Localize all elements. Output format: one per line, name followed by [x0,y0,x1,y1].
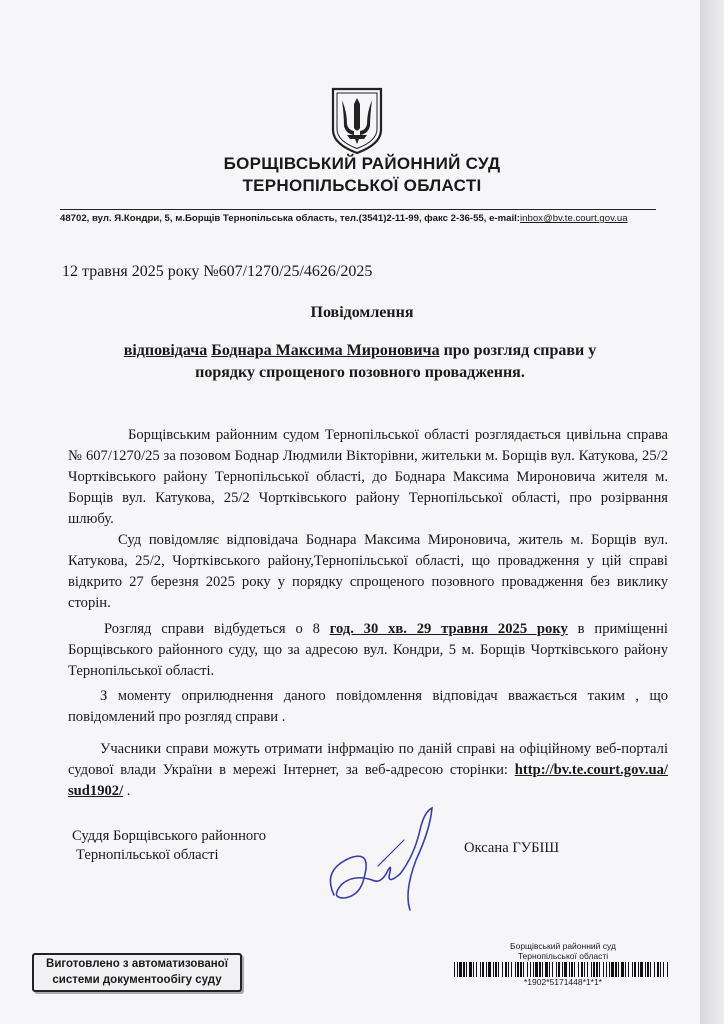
paragraph-case-info [68,425,668,530]
paragraph-hearing [68,619,668,682]
document-title: Повідомлення [310,304,414,321]
page-edge [700,0,724,1024]
judge-title-line2: Тернопільської області [76,847,219,863]
hearing-datetime: год. 30 хв. 29 травня 2025 року [329,621,568,637]
subject-prefix: відповідача [123,342,208,359]
paragraph-2-text: Суд повідомляє відповідача Боднара Максима Мироновича, житель м. Борщів вул. Катукова, 25/2, Чортківського району,Тернопільської області, що провадження у цій справі відкрито 27 березня 2025 року у порядку спрощеного позовного провадження без виклику сторін. [68,532,668,611]
header-divider [60,209,656,210]
barcode-number: *1902*5171448*1*1* [524,977,602,987]
court-email: inbox@bv.te.court.gov.ua [520,213,628,224]
judge-name: Оксана ГУБІШ [464,840,560,856]
handwritten-signature-icon [320,800,450,920]
paragraph-web-portal [68,739,668,802]
court-name-line2: ТЕРНОПІЛЬСЬКОЇ ОБЛАСТІ [242,176,482,195]
court-address [60,213,628,224]
defendant-name: Боднара Максима Мироновича [211,342,440,359]
subject-rest: про розгляд справи у порядку спрощеного позовного провадження. [195,342,597,381]
court-web-link[interactable]: http://bv.te.court.gov.ua/ sud1902/ [68,762,668,799]
paragraph-4-text: З моменту оприлюднення даного повідомлення відповідач вважається таким , що повідомлений про розгляд справи . [68,688,668,725]
barcode-caption-line1: Борщівський районний суд [510,941,616,951]
judge-title-line1: Суддя Борщівського районного [72,828,267,844]
court-name-line1: БОРЩІВСЬКИЙ РАЙОННИЙ СУД [223,154,501,173]
paragraph-5-before: Учасники справи можуть отримати інфрмацію по даній справі на офіційному веб-порталі судової влади України в мережі Інтернет, за веб-адресою сторінки: [68,741,668,778]
address-text: 48702, вул. Я.Кондри, 5, м.Борщів Тернопільська область, тел.(3541)2-11-99, факс 2-36-55, e-mail: [60,213,521,224]
paragraph-1-text: Борщівським районним судом Тернопільської області розглядається цивільна справа № 607/1270/25 за позовом Боднар Людмили Вікторівни, жительки м. Борщів вул. Катукова, 25/2 Чортківського району Тернопільської області, до Боднара Максима Мироновича жителя м. Борщів вул. Катукова, 25/2 Чортківського району Тернопільської області, про розірвання шлюбу. [68,427,668,527]
stamp-line2: системи документообігу суду [52,974,222,986]
paragraph-publication [68,686,668,728]
notice-subject [110,340,610,384]
paragraph-3-before: Розгляд справи відбудеться о 8 [104,621,330,637]
stamp-line1: Виготовлено з автоматизованої [46,958,228,970]
auto-system-stamp [32,953,242,992]
paragraph-5-after: . [123,783,131,799]
barcode-icon [454,962,668,977]
barcode-caption-line2: Тернопільської області [517,951,609,961]
paragraph-notice [68,530,668,614]
date-and-number: 12 травня 2025 року №607/1270/25/4626/2025 [62,263,373,280]
paragraph-3-after: в приміщенні Борщівського районного суду, що за адресою вул. Кондри, 5 м. Борщів Чортківського району Тернопільської області. [68,621,668,679]
ukraine-trident-emblem-icon [330,86,384,156]
